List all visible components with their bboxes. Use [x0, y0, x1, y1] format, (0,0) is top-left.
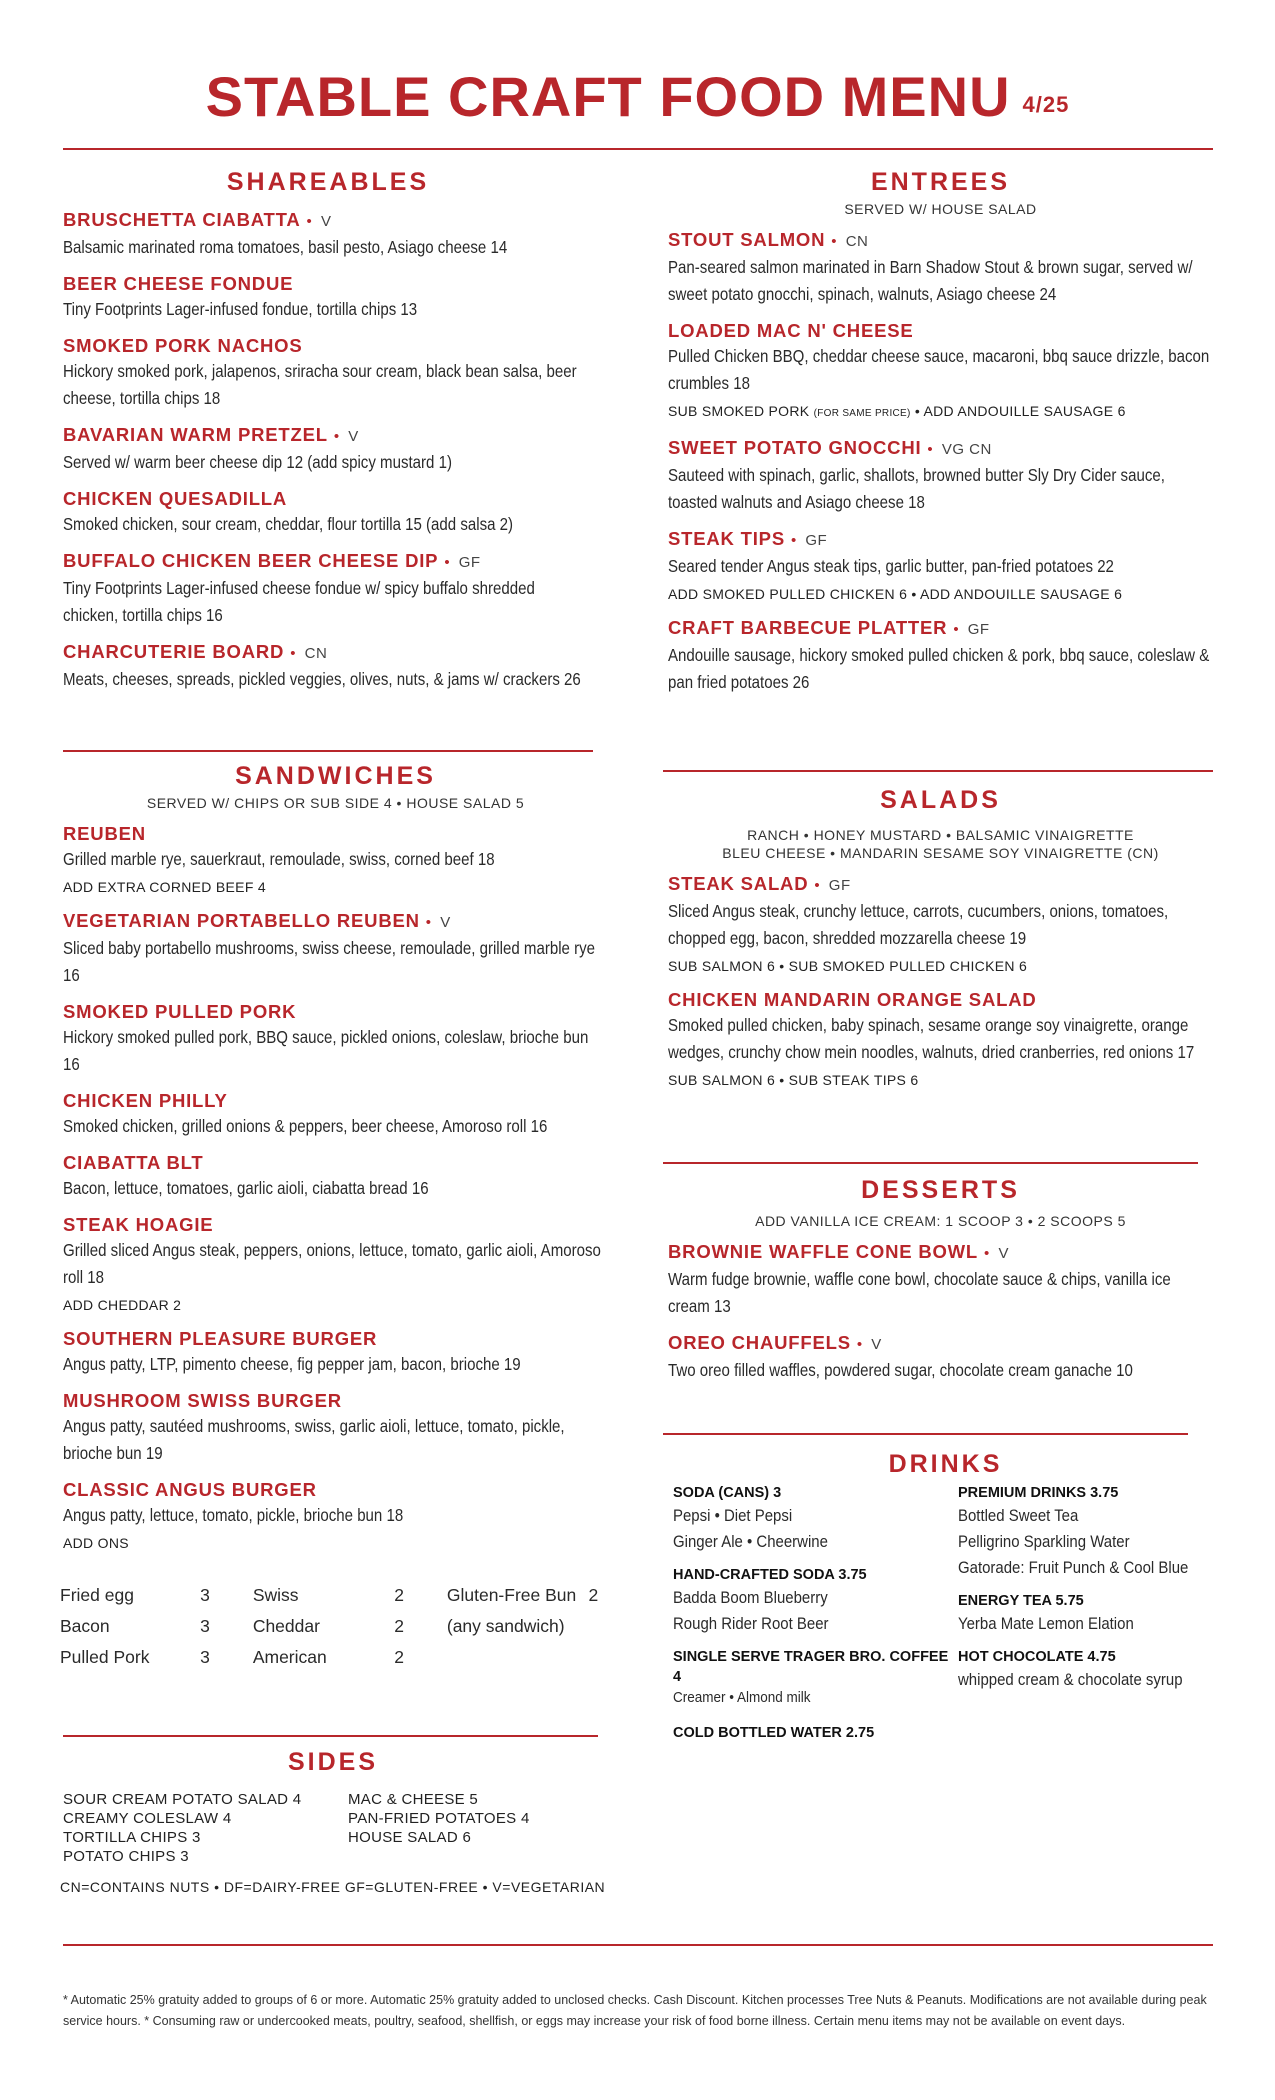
- shareables-list: [63, 207, 593, 693]
- item-name: [63, 1326, 608, 1351]
- item-name: [63, 422, 593, 449]
- drink-heading: SODA (CANS) 3: [673, 1485, 782, 1501]
- sides-list: [63, 1791, 603, 1865]
- section-subheading: SERVED W/ CHIPS OR SUB SIDE 4 • HOUSE SALAD 5: [146, 795, 525, 811]
- side-item: CREAMY COLESLAW 4: [63, 1810, 232, 1827]
- item-name: [668, 526, 1213, 553]
- item-name: [63, 486, 593, 511]
- addons-cell: American: [252, 1647, 327, 1667]
- dietary-tag: • GF: [444, 554, 480, 571]
- menu-item: [63, 1326, 608, 1378]
- title-divider: [63, 148, 1213, 150]
- item-name-text: BUFFALO CHICKEN BEER CHEESE DIP: [63, 550, 439, 571]
- item-name-text: CHICKEN QUESADILLA: [63, 488, 288, 509]
- item-name-text: CRAFT BARBECUE PLATTER: [668, 617, 948, 638]
- item-name-text: OREO CHAUFFELS: [668, 1332, 851, 1353]
- addons-cell: 2: [394, 1616, 404, 1636]
- divider: [63, 1735, 598, 1737]
- item-description: Sliced baby portabello mushrooms, swiss cheese, remoulade, grilled marble rye 16: [63, 938, 596, 985]
- menu-item: [63, 1388, 608, 1467]
- dietary-tag: • V: [857, 1336, 882, 1353]
- item-note-text: SUB SALMON 6 • SUB STEAK TIPS 6: [668, 1072, 919, 1088]
- menu-item: [63, 1212, 608, 1316]
- item-name: [668, 227, 1213, 254]
- divider: [663, 770, 1213, 772]
- drink-heading: ENERGY TEA 5.75: [958, 1593, 1084, 1609]
- menu-item: [668, 1239, 1213, 1320]
- divider: [63, 750, 593, 752]
- item-name: [668, 435, 1213, 462]
- drink-group: [958, 1647, 1223, 1693]
- drink-group: [673, 1483, 958, 1555]
- item-name-text: BRUSCHETTA CIABATTA: [63, 209, 301, 230]
- item-description: Smoked chicken, grilled onions & peppers, beer cheese, Amoroso roll 16: [63, 1116, 548, 1136]
- item-name: [668, 987, 1213, 1012]
- item-name: [668, 1239, 1213, 1266]
- item-name: [63, 548, 593, 575]
- dietary-tag: • GF: [814, 877, 850, 894]
- section-heading: SIDES: [287, 1748, 379, 1776]
- addons-cell: Gluten-Free Bun: [446, 1585, 577, 1605]
- item-name: [63, 1388, 608, 1413]
- side-item: [348, 1848, 598, 1865]
- item-name: [63, 821, 608, 846]
- menu-item: [668, 318, 1213, 425]
- item-note: [668, 583, 1213, 605]
- item-name-text: SOUTHERN PLEASURE BURGER: [63, 1328, 378, 1349]
- drinks-section: [673, 1450, 1218, 1743]
- item-description: Served w/ warm beer cheese dip 12 (add spicy mustard 1): [63, 452, 452, 472]
- item-name: [668, 615, 1213, 642]
- menu-item: [668, 526, 1213, 605]
- side-item: TORTILLA CHIPS 3: [63, 1829, 201, 1846]
- dietary-legend: CN=CONTAINS NUTS • DF=DAIRY-FREE GF=GLUTEN-FREE • V=VEGETARIAN: [60, 1879, 606, 1895]
- item-name: [668, 871, 1213, 898]
- item-note-text: SUB SALMON 6 • SUB SMOKED PULLED CHICKEN 6: [668, 958, 1028, 974]
- item-name-text: STEAK SALAD: [668, 873, 809, 894]
- item-name-text: BEER CHEESE FONDUE: [63, 273, 294, 294]
- addons-cell: 3: [200, 1616, 210, 1636]
- item-name-text: VEGETARIAN PORTABELLO REUBEN: [63, 910, 420, 931]
- addons-row: [60, 1611, 608, 1642]
- drink-line: whipped cream & chocolate syrup: [958, 1670, 1183, 1689]
- item-description: Hickory smoked pulled pork, BBQ sauce, pickled onions, coleslaw, brioche bun 16: [63, 1027, 589, 1074]
- addons-cell: 2: [588, 1585, 599, 1605]
- dietary-tag: • GF: [953, 621, 989, 638]
- drink-heading: HAND-CRAFTED SODA 3.75: [673, 1567, 867, 1583]
- dietary-tag: • CN: [290, 645, 327, 662]
- salad-list: [668, 871, 1213, 1091]
- drink-group: [673, 1647, 958, 1709]
- item-name-text: LOADED MAC N' CHEESE: [668, 320, 914, 341]
- addons-cell: 3: [200, 1585, 210, 1605]
- side-item: SOUR CREAM POTATO SALAD 4: [63, 1791, 302, 1808]
- item-description: Tiny Footprints Lager-infused cheese fondue w/ spicy buffalo shredded chicken, tortilla chips 16: [63, 578, 535, 625]
- drink-line: Pepsi • Diet Pepsi: [673, 1506, 793, 1525]
- drink-group: [958, 1591, 1223, 1637]
- menu-item: [668, 615, 1213, 696]
- item-description: Tiny Footprints Lager-infused fondue, tortilla chips 13: [63, 299, 418, 319]
- item-note: [63, 876, 608, 898]
- item-name: [63, 271, 593, 296]
- addons-cell: 2: [394, 1585, 404, 1605]
- item-description: Angus patty, sautéed mushrooms, swiss, garlic aioli, lettuce, tomato, pickle, brioche bun 19: [63, 1416, 565, 1463]
- item-note-text: ADD ONS: [63, 1535, 129, 1551]
- item-description: Grilled sliced Angus steak, peppers, onions, lettuce, tomato, garlic aioli, Amoroso roll 18: [63, 1240, 601, 1287]
- menu-item: [63, 639, 593, 693]
- item-name: [668, 1330, 1213, 1357]
- item-name-text: STEAK HOAGIE: [63, 1214, 214, 1235]
- drink-line: Creamer • Almond milk: [673, 1689, 811, 1706]
- drink-heading: COLD BOTTLED WATER 2.75: [673, 1725, 875, 1741]
- drink-line: Rough Rider Root Beer: [673, 1614, 829, 1633]
- item-note-extra: • ADD ANDOUILLE SAUSAGE 6: [910, 403, 1126, 419]
- item-description: Smoked chicken, sour cream, cheddar, flour tortilla 15 (add salsa 2): [63, 514, 514, 534]
- item-name: [63, 207, 593, 234]
- section-heading: ENTREES: [870, 168, 1011, 196]
- item-name-text: CHARCUTERIE BOARD: [63, 641, 285, 662]
- menu-item: [63, 548, 593, 629]
- sides-section: [60, 1748, 606, 1895]
- addons-cell: [588, 1642, 608, 1673]
- item-name-text: CHICKEN MANDARIN ORANGE SALAD: [668, 989, 1037, 1010]
- menu-item: [668, 871, 1213, 977]
- shareables-section: [63, 168, 593, 693]
- addons-cell: Pulled Pork: [60, 1647, 150, 1667]
- item-description: Smoked pulled chicken, baby spinach, sesame orange soy vinaigrette, orange wedges, crunchy chow mein noodles, walnuts, dried cranberries, red onions 17: [668, 1015, 1195, 1062]
- addons-cell: Fried egg: [60, 1585, 134, 1605]
- drink-line: Ginger Ale • Cheerwine: [673, 1532, 828, 1551]
- addons-cell: Bacon: [60, 1616, 110, 1636]
- side-item: MAC & CHEESE 5: [348, 1791, 479, 1808]
- addons-row: [60, 1580, 608, 1611]
- item-name-text: STEAK TIPS: [668, 528, 785, 549]
- menu-item: [668, 1330, 1213, 1384]
- item-name: [63, 1088, 608, 1113]
- item-note: [668, 400, 1213, 425]
- section-heading: DRINKS: [888, 1450, 1003, 1478]
- menu-item: [63, 1150, 608, 1202]
- dessert-list: [668, 1239, 1213, 1384]
- drink-line: Gatorade: Fruit Punch & Cool Blue: [958, 1558, 1189, 1577]
- item-note: [668, 955, 1213, 977]
- drink-group: [673, 1565, 958, 1637]
- item-name: [63, 1477, 608, 1502]
- side-item: PAN-FRIED POTATOES 4: [348, 1810, 530, 1827]
- drink-line: Pelligrino Sparkling Water: [958, 1532, 1130, 1551]
- menu-item: [63, 821, 608, 898]
- menu-title: [0, 64, 1275, 129]
- drink-heading: HOT CHOCOLATE 4.75: [958, 1649, 1116, 1665]
- addons-cell: [447, 1642, 589, 1673]
- divider: [663, 1433, 1188, 1435]
- item-note: [63, 1532, 608, 1554]
- section-subheading: ADD VANILLA ICE CREAM: 1 SCOOP 3 • 2 SCOOPS 5: [755, 1213, 1126, 1229]
- section-subheading: SERVED W/ HOUSE SALAD: [844, 201, 1037, 217]
- item-note: [63, 1294, 608, 1316]
- item-description: Seared tender Angus steak tips, garlic butter, pan-fried potatoes 22: [668, 556, 1114, 576]
- item-name-text: STOUT SALMON: [668, 229, 826, 250]
- item-description: Andouille sausage, hickory smoked pulled chicken & pork, bbq sauce, coleslaw & pan fried potatoes 26: [668, 645, 1210, 692]
- item-name: [63, 1212, 608, 1237]
- sandwich-list: [63, 821, 608, 1554]
- addons-cell: 2: [394, 1647, 404, 1667]
- salad-dressings: BLEU CHEESE • MANDARIN SESAME SOY VINAIGRETTE (CN): [722, 845, 1159, 861]
- side-item: POTATO CHIPS 3: [63, 1848, 189, 1865]
- side-item: HOUSE SALAD 6: [348, 1829, 472, 1846]
- divider: [663, 1162, 1198, 1164]
- addons-cell: [588, 1611, 608, 1642]
- drinks-column-left: [673, 1473, 958, 1743]
- drink-heading: SINGLE SERVE TRAGER BRO. COFFEE 4: [673, 1649, 949, 1685]
- drink-line: Yerba Mate Lemon Elation: [958, 1614, 1134, 1633]
- item-description: Meats, cheeses, spreads, pickled veggies, olives, nuts, & jams w/ crackers 26: [63, 669, 581, 689]
- item-name: [63, 999, 608, 1024]
- menu-title-text: STABLE CRAFT FOOD MENU: [205, 65, 1011, 128]
- item-note: [668, 1069, 1213, 1091]
- item-name: [63, 333, 593, 358]
- dietary-tag: • V: [307, 213, 332, 230]
- salads-section: [668, 786, 1213, 1091]
- drink-heading: PREMIUM DRINKS 3.75: [958, 1485, 1119, 1501]
- menu-item: [668, 435, 1213, 516]
- item-note-text: ADD SMOKED PULLED CHICKEN 6 • ADD ANDOUILLE SAUSAGE 6: [668, 586, 1123, 602]
- dietary-tag: • GF: [791, 532, 827, 549]
- salad-dressings: RANCH • HONEY MUSTARD • BALSAMIC VINAIGRETTE: [747, 827, 1134, 843]
- item-description: Grilled marble rye, sauerkraut, remoulade, swiss, corned beef 18: [63, 849, 495, 869]
- item-description: Hickory smoked pork, jalapenos, sriracha sour cream, black bean salsa, beer cheese, tortilla chips 18: [63, 361, 577, 408]
- dietary-tag: • V: [334, 428, 359, 445]
- item-description: Two oreo filled waffles, powdered sugar, chocolate cream ganache 10: [668, 1360, 1133, 1380]
- addons-cell: (any sandwich): [446, 1616, 565, 1636]
- addons-cell: 3: [200, 1647, 210, 1667]
- addons-row: [60, 1642, 608, 1673]
- item-name-text: CLASSIC ANGUS BURGER: [63, 1479, 317, 1500]
- item-note-small: (FOR SAME PRICE): [813, 408, 911, 419]
- dietary-tag: • CN: [831, 233, 868, 250]
- drink-group: [958, 1483, 1223, 1581]
- menu-item: [63, 333, 593, 412]
- item-name: [63, 639, 593, 666]
- item-name-text: SWEET POTATO GNOCCHI: [668, 437, 922, 458]
- item-name: [63, 1150, 608, 1175]
- menu-item: [63, 999, 608, 1078]
- menu-item: [63, 908, 608, 989]
- item-description: Bacon, lettuce, tomatoes, garlic aioli, ciabatta bread 16: [63, 1178, 429, 1198]
- item-description: Angus patty, LTP, pimento cheese, fig pepper jam, bacon, brioche 19: [63, 1354, 521, 1374]
- item-description: Sauteed with spinach, garlic, shallots, browned butter Sly Dry Cider sauce, toasted walnuts and Asiago cheese 18: [668, 465, 1165, 512]
- item-name-text: CIABATTA BLT: [63, 1152, 204, 1173]
- dietary-tag: • V: [426, 914, 451, 931]
- drink-line: Bottled Sweet Tea: [958, 1506, 1079, 1525]
- item-name-text: BAVARIAN WARM PRETZEL: [63, 424, 328, 445]
- dietary-tag: • VG CN: [927, 441, 991, 458]
- drink-group: [673, 1723, 958, 1743]
- item-note-text: ADD EXTRA CORNED BEEF 4: [63, 879, 266, 895]
- menu-item: [668, 227, 1213, 308]
- entree-list: [668, 227, 1213, 696]
- item-name-text: MUSHROOM SWISS BURGER: [63, 1390, 342, 1411]
- divider: [63, 1944, 1213, 1946]
- section-heading: SHAREABLES: [226, 168, 430, 196]
- item-name-text: REUBEN: [63, 823, 146, 844]
- addons-cell: Cheddar: [252, 1616, 320, 1636]
- item-name-text: SMOKED PULLED PORK: [63, 1001, 297, 1022]
- drink-line: Badda Boom Blueberry: [673, 1588, 828, 1607]
- section-heading: DESSERTS: [861, 1176, 1020, 1204]
- footer-disclaimer: * Automatic 25% gratuity added to groups of 6 or more. Automatic 25% gratuity added to unclosed checks. Cash Discount. Kitchen processes Tree Nuts & Peanuts. Modifications are not available during peak service hours. * Consuming raw or undercooked meats, poultry, seafood, shellfish, or eggs may increase your risk of food borne illness. Certain menu items may not be available on event days.: [63, 1993, 1207, 2028]
- menu-item: [63, 422, 593, 476]
- item-name-text: SMOKED PORK NACHOS: [63, 335, 303, 356]
- item-description: Pulled Chicken BBQ, cheddar cheese sauce, macaroni, bbq sauce drizzle, bacon crumbles 18: [668, 346, 1210, 393]
- drinks-column-right: [958, 1473, 1223, 1743]
- item-description: Pan-seared salmon marinated in Barn Shadow Stout & brown sugar, served w/ sweet potato gnocchi, spinach, walnuts, Asiago cheese 24: [668, 257, 1193, 304]
- item-note-text: ADD CHEDDAR 2: [63, 1297, 182, 1313]
- item-name: [63, 908, 608, 935]
- addons-cell: Swiss: [252, 1585, 299, 1605]
- item-description: Balsamic marinated roma tomatoes, basil pesto, Asiago cheese 14: [63, 237, 508, 257]
- desserts-section: [668, 1176, 1213, 1384]
- section-heading: SALADS: [880, 786, 1001, 814]
- section-heading: SANDWICHES: [235, 762, 436, 790]
- menu-item: [63, 1088, 608, 1140]
- item-description: Angus patty, lettuce, tomato, pickle, brioche bun 18: [63, 1505, 404, 1525]
- menu-item: [63, 1477, 608, 1554]
- item-description: Warm fudge brownie, waffle cone bowl, chocolate sauce & chips, vanilla ice cream 13: [668, 1269, 1171, 1316]
- item-name: [668, 318, 1213, 343]
- item-name-text: CHICKEN PHILLY: [63, 1090, 228, 1111]
- menu-item: [668, 987, 1213, 1091]
- item-note-text: SUB SMOKED PORK: [668, 403, 810, 419]
- menu-item: [63, 271, 593, 323]
- addons-table: [60, 1580, 608, 1673]
- menu-item: [63, 207, 593, 261]
- entrees-section: [668, 168, 1213, 696]
- sandwiches-section: [60, 762, 608, 1673]
- item-description: Sliced Angus steak, crunchy lettuce, carrots, cucumbers, onions, tomatoes, chopped egg, bacon, shredded mozzarella cheese 19: [668, 901, 1169, 948]
- menu-item: [63, 486, 593, 538]
- dietary-tag: • V: [984, 1245, 1009, 1262]
- menu-date: 4/25: [1022, 92, 1070, 118]
- item-name-text: BROWNIE WAFFLE CONE BOWL: [668, 1241, 979, 1262]
- drinks-grid: [673, 1473, 1218, 1743]
